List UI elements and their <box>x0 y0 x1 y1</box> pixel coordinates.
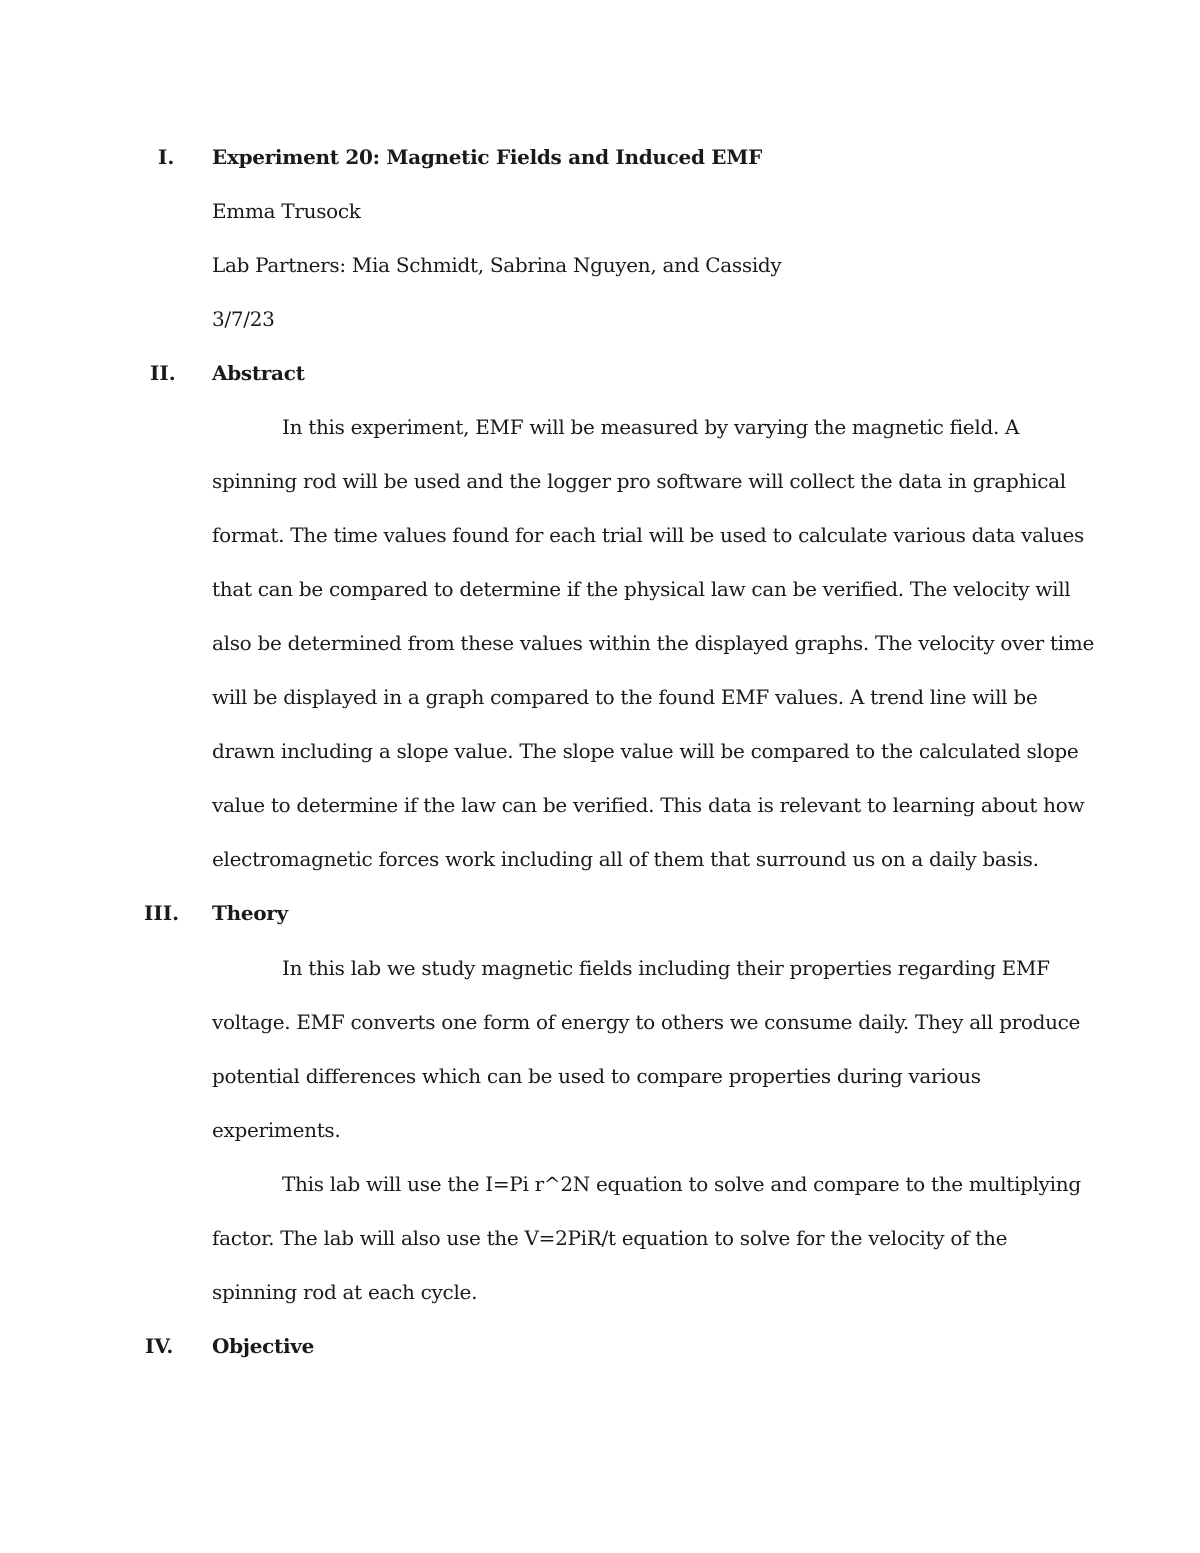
abstract-line: format. The time values found for each trial will be used to calculate various data values <box>212 523 1084 547</box>
section-numeral: IV. <box>145 1334 174 1358</box>
section-heading-theory: Theory <box>212 901 288 925</box>
lab-partners: Lab Partners: Mia Schmidt, Sabrina Nguyen, and Cassidy <box>212 253 782 277</box>
abstract-line: electromagnetic forces work including all of them that surround us on a daily basis. <box>212 847 1039 871</box>
theory-line: In this lab we study magnetic fields including their properties regarding EMF <box>282 956 1050 980</box>
abstract-line: spinning rod will be used and the logger pro software will collect the data in graphical <box>212 469 1066 493</box>
theory-line: voltage. EMF converts one form of energy to others we consume daily. They all produce <box>212 1010 1081 1034</box>
theory-line: experiments. <box>212 1118 341 1142</box>
section-numeral: I. <box>158 145 175 169</box>
section-numeral: II. <box>150 361 176 385</box>
author-name: Emma Trusock <box>212 199 361 223</box>
abstract-line: will be displayed in a graph compared to the found EMF values. A trend line will be <box>212 685 1038 709</box>
abstract-line: value to determine if the law can be verified. This data is relevant to learning about how <box>212 793 1085 817</box>
abstract-line: that can be compared to determine if the physical law can be verified. The velocity will <box>212 577 1071 601</box>
section-numeral: III. <box>144 901 180 925</box>
theory-line: This lab will use the I=Pi r^2N equation to solve and compare to the multiplying <box>282 1172 1081 1196</box>
theory-line: potential differences which can be used to compare properties during various <box>212 1064 981 1088</box>
section-heading-title: Experiment 20: Magnetic Fields and Induced EMF <box>212 145 762 169</box>
abstract-line: In this experiment, EMF will be measured by varying the magnetic field. A <box>282 415 1020 439</box>
report-date: 3/7/23 <box>212 307 275 331</box>
abstract-line: also be determined from these values within the displayed graphs. The velocity over time <box>212 631 1094 655</box>
theory-line: factor. The lab will also use the V=2PiR/t equation to solve for the velocity of the <box>212 1226 1008 1250</box>
section-heading-abstract: Abstract <box>212 361 305 385</box>
theory-line: spinning rod at each cycle. <box>212 1280 478 1304</box>
section-heading-objective: Objective <box>212 1334 315 1358</box>
abstract-line: drawn including a slope value. The slope value will be compared to the calculated slope <box>212 739 1079 763</box>
